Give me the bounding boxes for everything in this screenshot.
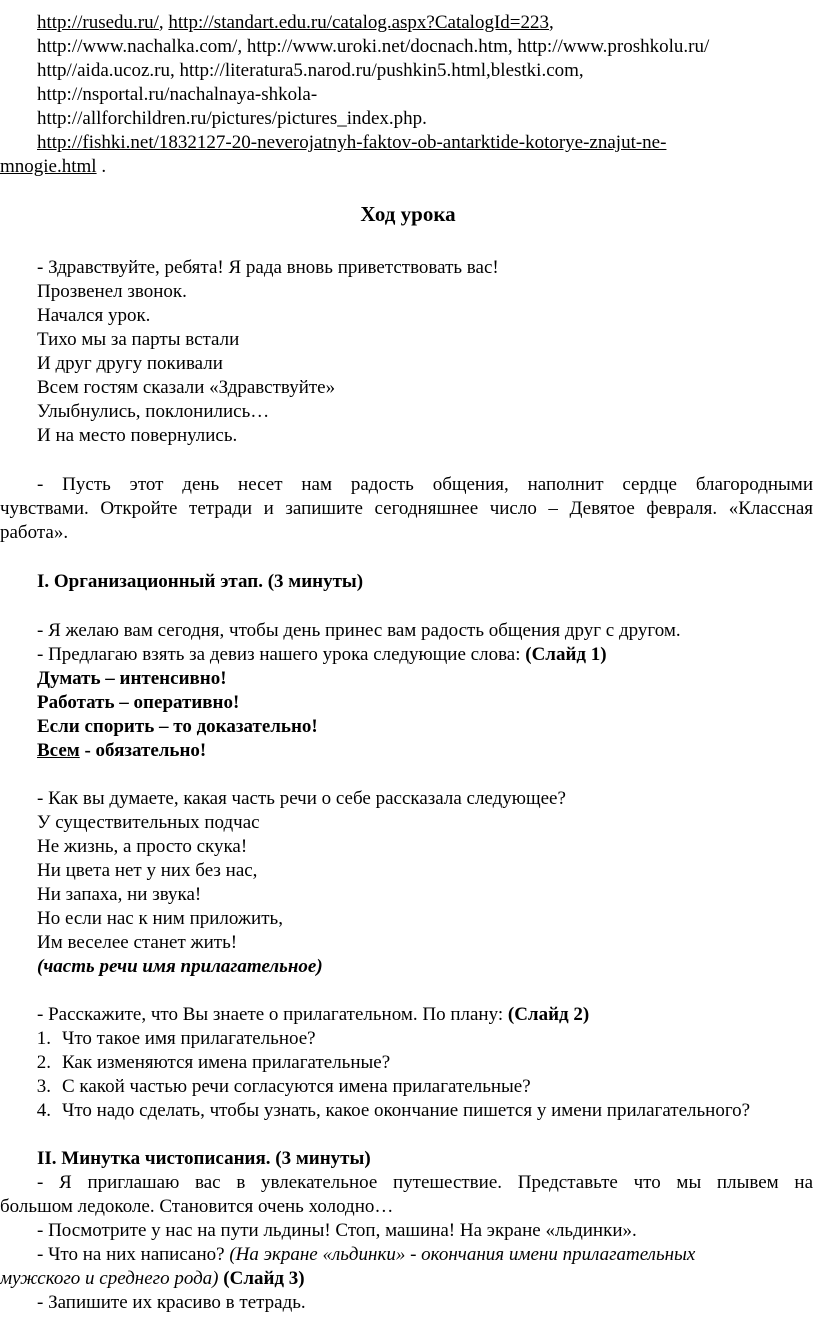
list-number: 3. <box>36 1076 51 1097</box>
plan-intro: - Расскажите, что Вы знаете о прилагательном. По плану: (Слайд 2) <box>37 1004 590 1025</box>
list-item: Что такое имя прилагательное? <box>62 1028 316 1049</box>
greeting-line: Улыбнулись, поклонились… <box>37 401 270 422</box>
slide-ref-2: (Слайд 2) <box>507 1004 590 1025</box>
riddle-line: У существительных подчас <box>37 812 260 833</box>
links-line-7: mnogie.html . <box>0 156 107 177</box>
list-item: Что надо сделать, чтобы узнать, какое окончание пишется у имени прилагательного? <box>62 1100 751 1121</box>
motto-line: Думать – интенсивно! <box>37 668 227 689</box>
greeting-line: И друг другу покивали <box>37 353 223 374</box>
paragraph-line: мужского и среднего рода) (Слайд 3) <box>0 1268 305 1289</box>
greeting-line: Тихо мы за парты встали <box>37 329 240 350</box>
greeting-line: Прозвенел звонок. <box>37 281 187 302</box>
riddle-line: Ни цвета нет у них без нас, <box>37 860 258 881</box>
list-number: 2. <box>36 1052 51 1073</box>
motto-line: Работать – оперативно! <box>37 692 240 713</box>
wish-line: - Я желаю вам сегодня, чтобы день принес вам радость общения друг с другом. <box>37 620 681 641</box>
motto-line: Если спорить – то доказательно! <box>37 716 318 737</box>
greeting-line: - Здравствуйте, ребята! Я рада вновь приветствовать вас! <box>37 257 499 278</box>
paragraph-line: - Запишите их красиво в тетрадь. <box>37 1292 306 1313</box>
greeting-line: Начался урок. <box>37 305 151 326</box>
link-standart[interactable]: http://standart.edu.ru/catalog.aspx?CatalogId=223 <box>168 12 549 33</box>
slide-ref-1: (Слайд 1) <box>525 644 607 665</box>
paragraph-line: - Что на них написано? (На экране «льдинки» - окончания имени прилагательных <box>37 1244 696 1265</box>
link-rusedu[interactable]: http://rusedu.ru/ <box>37 12 159 33</box>
paragraph-line: большом ледоколе. Становится очень холодно… <box>0 1196 394 1217</box>
riddle-answer: (часть речи имя прилагательное) <box>37 956 323 977</box>
link-fishki-cont[interactable]: mnogie.html <box>0 156 97 177</box>
slide-ref-3: (Слайд 3) <box>218 1268 305 1289</box>
motto-line: Всем - обязательно! <box>37 740 207 761</box>
links-line-4: http://nsportal.ru/nachalnaya-shkola- <box>37 84 318 105</box>
list-number: 1. <box>36 1028 51 1049</box>
links-line-2: http://www.nachalka.com/, http://www.uroki.net/docnach.htm, http://www.proshkolu.ru/ <box>37 36 710 57</box>
paragraph-line: работа». <box>0 522 69 543</box>
page-title: Ход урока <box>360 202 456 226</box>
greeting-line: И на место повернулись. <box>37 425 238 446</box>
riddle-line: Не жизнь, а просто скука! <box>37 836 248 857</box>
riddle-line: Но если нас к ним приложить, <box>37 908 283 929</box>
paragraph-line: чувствами. Откройте тетради и запишите сегодняшнее число – Девятое февраля. «Классная <box>0 498 813 519</box>
list-number: 4. <box>36 1100 51 1121</box>
greeting-line: Всем гостям сказали «Здравствуйте» <box>37 377 336 398</box>
section-heading-1: I. Организационный этап. (3 минуты) <box>37 571 364 592</box>
paragraph-line: - Я приглашаю вас в увлекательное путешествие. Представьте что мы плывем на <box>37 1172 813 1193</box>
links-line-1: http://rusedu.ru/, http://standart.edu.ru/catalog.aspx?CatalogId=223, <box>37 12 554 33</box>
section-heading-2: II. Минутка чистописания. (3 минуты) <box>37 1148 371 1169</box>
riddle-line: Ни запаха, ни звука! <box>37 884 202 905</box>
link-fishki[interactable]: http://fishki.net/1832127-20-neverojatnyh-faktov-ob-antarktide-kotorye-znajut-ne- <box>37 132 667 153</box>
riddle-question: - Как вы думаете, какая часть речи о себе рассказала следующее? <box>37 788 566 809</box>
links-line-3: http//aida.ucoz.ru, http://literatura5.narod.ru/pushkin5.html,blestki.com, <box>37 60 584 81</box>
riddle-line: Им веселее станет жить! <box>37 932 238 953</box>
list-item: Как изменяются имена прилагательные? <box>62 1052 391 1073</box>
links-line-5: http://allforchildren.ru/pictures/pictures_index.php. <box>37 108 427 129</box>
paragraph-line: - Посмотрите у нас на пути льдины! Стоп, машина! На экране «льдинки». <box>37 1220 637 1241</box>
motto-intro: - Предлагаю взять за девиз нашего урока следующие слова: (Слайд 1) <box>37 644 607 665</box>
paragraph-line: - Пусть этот день несет нам радость общения, наполнит сердце благородными <box>37 474 813 495</box>
list-item: С какой частью речи согласуются имена прилагательные? <box>62 1076 531 1097</box>
